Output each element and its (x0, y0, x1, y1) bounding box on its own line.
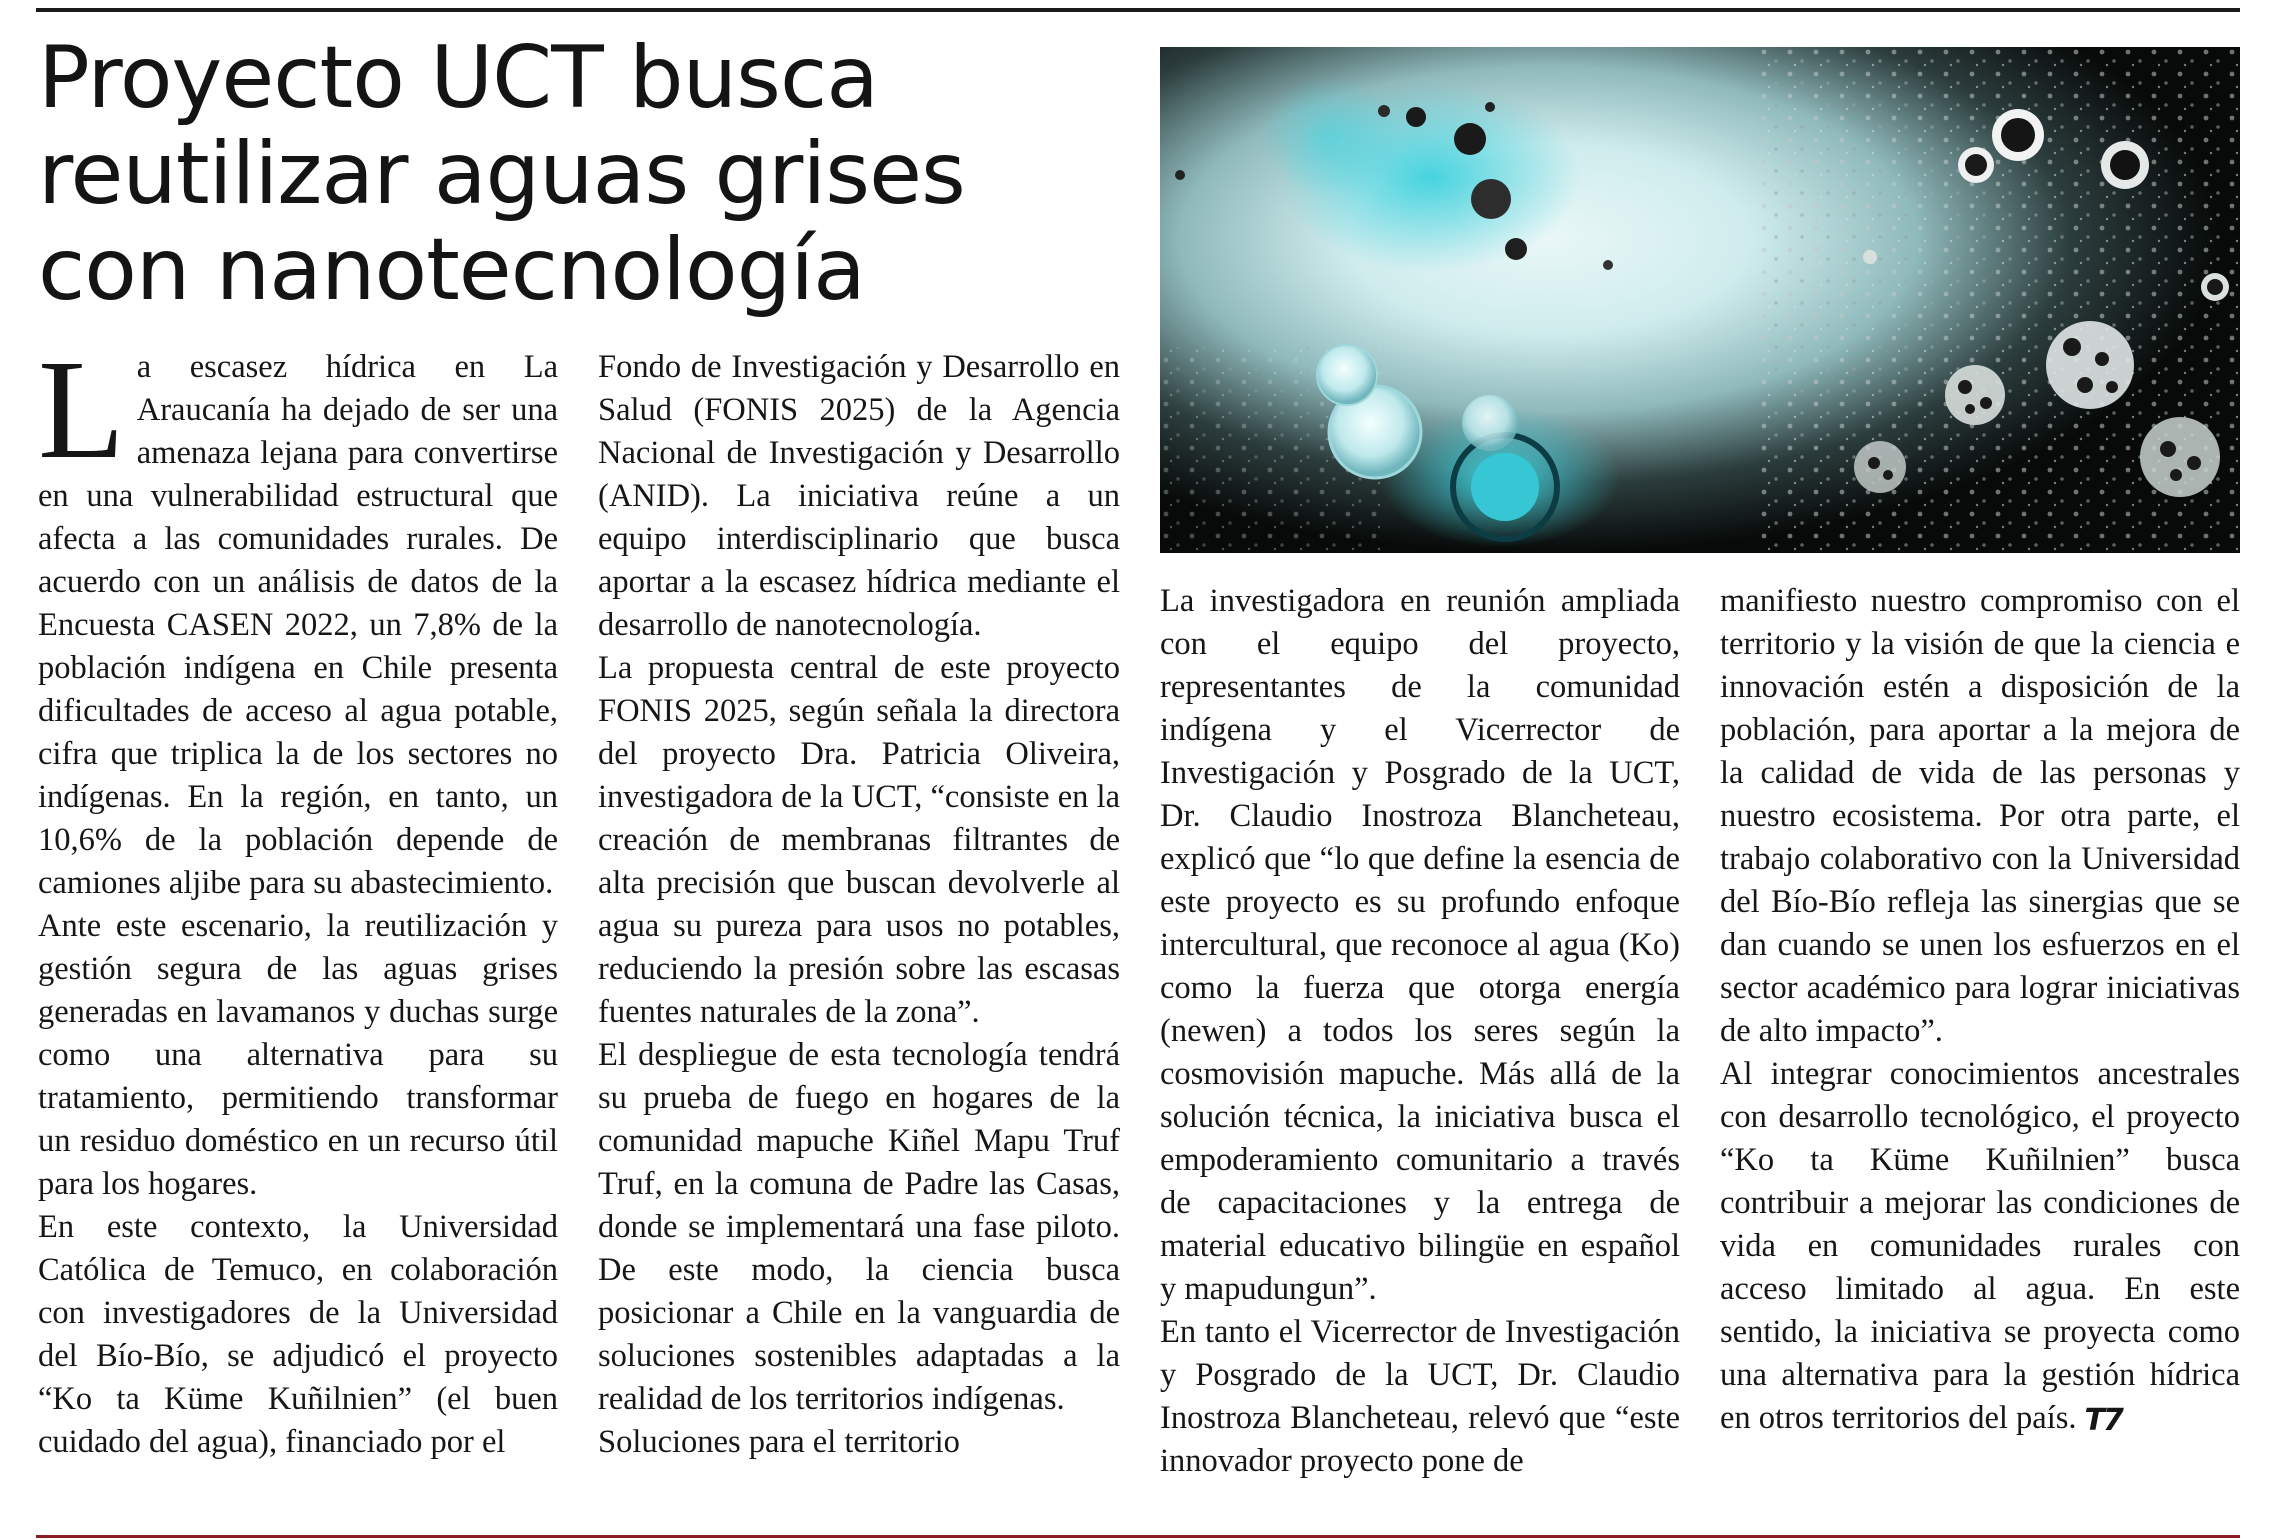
paragraph: manifiesto nuestro compromiso con el territorio y la visión de que la ciencia e innovación estén a disposición de la población, para aportar a la mejora de la calidad de vida de las personas y nuestro ecosistema. Por otra parte, el trabajo colaborativo con la Universidad del Bío-Bío refleja las sinergias que se dan cuando se unen los esfuerzos en el sector académico para lograr iniciativas de alto impacto”. (1720, 583, 2240, 1049)
article-headline: Proyecto UCT busca reutilizar aguas grises con nanotecnología (38, 28, 965, 320)
paragraph: a escasez hídrica en La Araucanía ha dejado de ser una amenaza lejana para convertirse en una vulnerabilidad estructural que afecta a las comunidades rurales. De acuerdo con un análisis de datos de la Encuesta CASEN 2022, un 7,8% de la población indígena en Chile presenta dificultades de acceso al agua potable, cifra que triplica la de los sectores no indígenas. En la región, en tanto, un 10,6% de la población depende de camiones aljibe para su abastecimiento. (38, 349, 558, 901)
water-bubbles-photo (1160, 47, 2240, 553)
article-column-4 (1720, 580, 2240, 1440)
top-rule (36, 8, 2240, 12)
paragraph-text: Al integrar conocimientos ancestrales con desarrollo tecnológico, el proyecto “Ko ta Küme Kuñilnien” busca contribuir a mejorar las condiciones de vida en comunidades rurales con acceso limitado al agua. En este sentido, la iniciativa se proyecta como una alternativa para la gestión hídrica en otros territorios del país. (1720, 1056, 2240, 1436)
paragraph: La investigadora en reunión ampliada con el equipo del proyecto, representantes de la comunidad indígena y el Vicerrector de Investigación y Posgrado de la UCT, Dr. Claudio Inostroza Blancheteau, explicó que “lo que define la esencia de este proyecto es su profundo enfoque intercultural, que reconoce al agua (Ko) como la fuerza que otorga energía (newen) a todos los seres según la cosmovisión mapuche. Más allá de la solución técnica, la iniciativa busca el empoderamiento comunitario a través de capacitaciones y la entrega de material educativo bilingüe en español y mapudungun”. (1160, 583, 1680, 1307)
paragraph: Fondo de Investigación y Desarrollo en Salud (FONIS 2025) de la Agencia Nacional de Investigación y Desarrollo (ANID). La iniciativa reúne a un equipo interdisciplinario que busca aportar a la escasez hídrica mediante el desarrollo de nanotecnología. (598, 349, 1120, 643)
drop-cap: L (38, 330, 125, 488)
article-photo (1160, 47, 2240, 553)
paragraph: Ante este escenario, la reutilización y gestión segura de las aguas grises generadas en lavamanos y duchas surge como una alternativa para su tratamiento, permitiendo transformar un residuo doméstico en un recurso útil para los hogares. (38, 908, 558, 1202)
paragraph: En tanto el Vicerrector de Investigación y Posgrado de la UCT, Dr. Claudio Inostroza Blancheteau, relevó que “este innovador proyecto pone de (1160, 1314, 1680, 1479)
paragraph: El despliegue de esta tecnología tendrá su prueba de fuego en hogares de la comunidad mapuche Kiñel Mapu Truf Truf, en la comuna de Padre las Casas, donde se implementará una fase piloto. De este modo, la ciencia busca posicionar a Chile en la vanguardia de soluciones sostenibles adaptadas a la realidad de los territorios indígenas. (598, 1037, 1120, 1417)
article-column-1 (38, 330, 558, 1464)
paragraph: La propuesta central de este proyecto FONIS 2025, según señala la directora del proyecto Dra. Patricia Oliveira, investigadora de la UCT, “consiste en la creación de membranas filtrantes de alta precisión que buscan devolverle al agua su pureza para usos no potables, reduciendo la presión sobre las escasas fuentes naturales de la zona”. (598, 650, 1120, 1030)
final-paragraph (1720, 1053, 2240, 1440)
paragraph: En este contexto, la Universidad Católica de Temuco, en colaboración con investigadores de la Universidad del Bío-Bío, se adjudicó el proyecto “Ko ta Küme Kuñilnien” (el buen cuidado del agua), financiado por el (38, 1209, 558, 1460)
article-column-2 (598, 346, 1120, 1464)
bottom-rule (36, 1535, 2240, 1538)
section-subhead: Soluciones para el territorio (598, 1424, 960, 1460)
article-column-3 (1160, 580, 1680, 1483)
newspaper-logo-icon: T7 (2084, 1402, 2122, 1438)
